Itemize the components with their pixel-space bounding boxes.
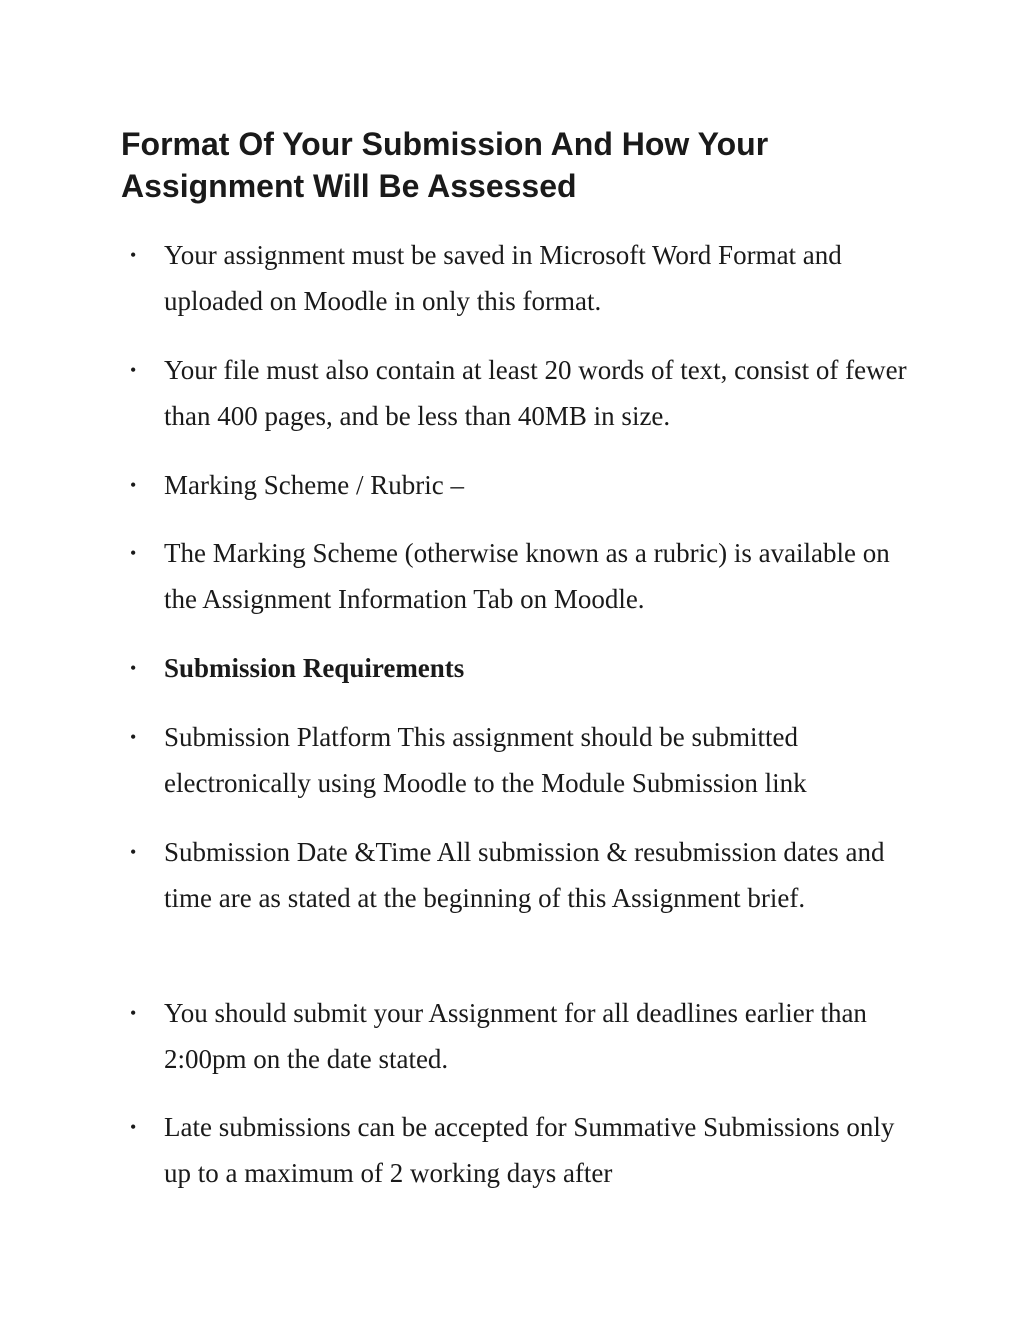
list-item-text: Marking Scheme / Rubric – xyxy=(164,470,464,500)
bullet-icon: • xyxy=(130,1003,137,1023)
list-item xyxy=(130,462,910,508)
list-item-text: Submission Date &Time All submission & resubmission dates and time are as stated at the beginning of this Assignment brief. xyxy=(164,837,885,913)
list-item xyxy=(130,645,910,691)
bullet-icon: • xyxy=(130,543,137,563)
bullet-icon: • xyxy=(130,475,137,495)
bullet-icon: • xyxy=(130,842,137,862)
bullet-icon: • xyxy=(130,658,137,678)
list-item xyxy=(130,347,910,439)
list-item xyxy=(130,530,910,622)
page-title: Format Of Your Submission And How Your Assignment Will Be Assessed xyxy=(121,126,769,204)
list-item-text: Submission Platform This assignment should be submitted electronically using Moodle to the Module Submission link xyxy=(164,722,807,798)
section-label-submission-requirements: Submission Requirements xyxy=(164,653,465,683)
list-item-text: The Marking Scheme (otherwise known as a rubric) is available on the Assignment Information Tab on Moodle. xyxy=(164,538,890,614)
list-item-text: Late submissions can be accepted for Summative Submissions only up to a maximum of 2 working days after xyxy=(164,1112,895,1188)
list-item-text: Your assignment must be saved in Microsoft Word Format and uploaded on Moodle in only this format. xyxy=(164,240,842,316)
list-item-text: Your file must also contain at least 20 words of text, consist of fewer than 400 pages, and be less than 40MB in size. xyxy=(164,355,907,431)
bullet-icon: • xyxy=(130,245,137,265)
list-item-text: You should submit your Assignment for all deadlines earlier than 2:00pm on the date stated. xyxy=(164,998,867,1074)
list-item xyxy=(130,1104,910,1196)
list-item xyxy=(130,990,910,1082)
bullet-icon: • xyxy=(130,727,137,747)
list-item xyxy=(130,232,910,324)
list-item xyxy=(130,714,910,806)
list-item xyxy=(130,829,910,921)
bullet-icon: • xyxy=(130,360,137,380)
bullet-icon: • xyxy=(130,1117,137,1137)
